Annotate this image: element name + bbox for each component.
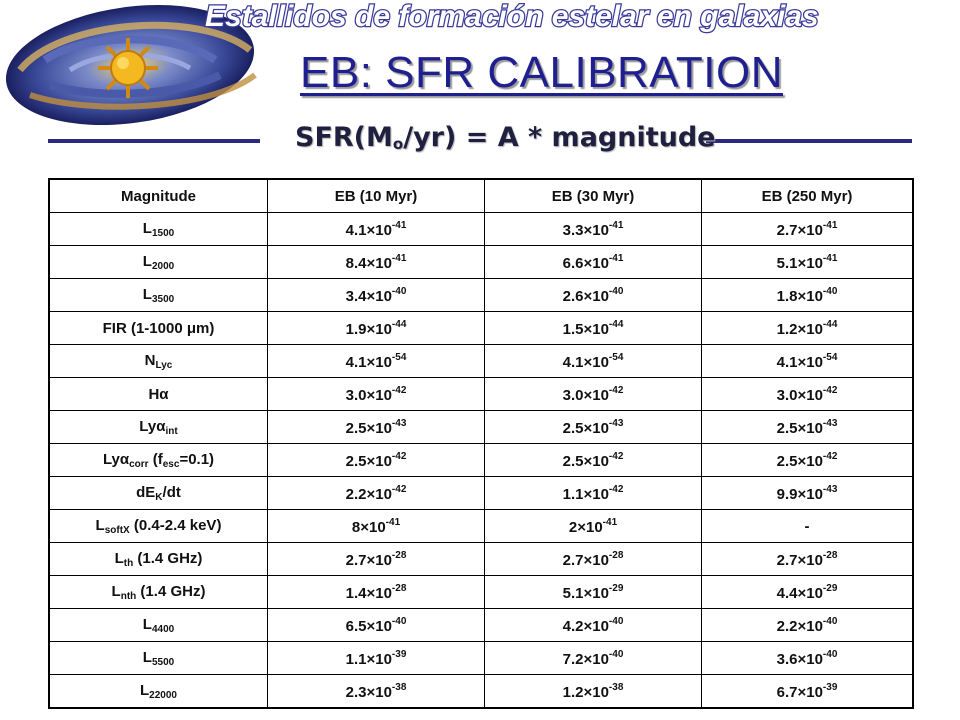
value-cell: $8\times 10^{-41}$ [268,510,485,543]
magnitude-cell: $L_{4400}$ [49,609,268,642]
table-row [49,477,913,510]
divider-right [706,139,912,143]
sfr-formula: $SFR(M_o/yr) = A$ * magnitude [295,122,716,153]
value-cell: $4.1\times 10^{-41}$ [268,213,485,246]
magnitude-cell: $N_{Lyc}$ [49,345,268,378]
value-cell: $6.6\times 10^{-41}$ [485,246,702,279]
banner-heading [200,0,940,36]
value-cell: $4.1\times 10^{-54}$ [268,345,485,378]
value-cell: $3.0\times 10^{-42}$ [702,378,914,411]
value-cell: $2.6\times 10^{-40}$ [485,279,702,312]
value-cell: $2.2\times 10^{-42}$ [268,477,485,510]
table-row [49,543,913,576]
value-cell: $1.9\times 10^{-44}$ [268,312,485,345]
magnitude-cell: $L_{2000}$ [49,246,268,279]
magnitude-cell: $L_{softX}$ (0.4-2.4 keV) [49,510,268,543]
table-row [49,246,913,279]
value-cell: $7.2\times 10^{-40}$ [485,642,702,675]
table-body [49,213,913,709]
banner-text: Estallidos de formación estelar en galaxias [205,0,819,33]
table-row [49,609,913,642]
value-cell: $2.2\times 10^{-40}$ [702,609,914,642]
table-row [49,510,913,543]
value-cell: $4.1\times 10^{-54}$ [485,345,702,378]
value-cell: $2.7\times 10^{-41}$ [702,213,914,246]
col-header-eb-30: EB (30 Myr) [485,179,702,213]
value-cell: $3.4\times 10^{-40}$ [268,279,485,312]
value-cell: $5.1\times 10^{-41}$ [702,246,914,279]
table-row [49,675,913,709]
value-cell: $1.8\times 10^{-40}$ [702,279,914,312]
page-title: EB: SFR CALIBRATION [300,48,783,97]
magnitude-cell: $L_{th}$ (1.4 GHz) [49,543,268,576]
col-header-magnitude: Magnitude [49,179,268,213]
col-header-eb-10: EB (10 Myr) [268,179,485,213]
value-cell: $2.5\times 10^{-42}$ [485,444,702,477]
value-cell: $2.5\times 10^{-43}$ [702,411,914,444]
value-cell: $6.7\times 10^{-39}$ [702,675,914,709]
value-cell: - [702,510,914,543]
magnitude-cell: $dE_K/dt$ [49,477,268,510]
magnitude-cell: Lyα$_{corr}$ $(f_{esc}=0.1)$ [49,444,268,477]
value-cell: $4.2\times 10^{-40}$ [485,609,702,642]
magnitude-cell: Hα [49,378,268,411]
divider-left [48,139,260,143]
value-cell: $3.0\times 10^{-42}$ [485,378,702,411]
value-cell: $1.5\times 10^{-44}$ [485,312,702,345]
value-cell: $1.4\times 10^{-28}$ [268,576,485,609]
table-row [49,411,913,444]
magnitude-cell: $L_{3500}$ [49,279,268,312]
value-cell: $4.1\times 10^{-54}$ [702,345,914,378]
value-cell: $2.7\times 10^{-28}$ [485,543,702,576]
value-cell: $2.5\times 10^{-42}$ [268,444,485,477]
value-cell: $6.5\times 10^{-40}$ [268,609,485,642]
value-cell: $1.1\times 10^{-42}$ [485,477,702,510]
table-row [49,345,913,378]
table-row [49,378,913,411]
value-cell: $1.2\times 10^{-38}$ [485,675,702,709]
value-cell: $2.5\times 10^{-43}$ [268,411,485,444]
value-cell: $2.5\times 10^{-43}$ [485,411,702,444]
table-row [49,642,913,675]
value-cell: $2.7\times 10^{-28}$ [268,543,485,576]
value-cell: $4.4\times 10^{-29}$ [702,576,914,609]
col-header-eb-250: EB (250 Myr) [702,179,914,213]
value-cell: $5.1\times 10^{-29}$ [485,576,702,609]
sun-icon [98,38,158,98]
table-header-row [49,179,913,213]
value-cell: $9.9\times 10^{-43}$ [702,477,914,510]
value-cell: $3.0\times 10^{-42}$ [268,378,485,411]
table-row [49,444,913,477]
value-cell: $2.5\times 10^{-42}$ [702,444,914,477]
value-cell: $8.4\times 10^{-41}$ [268,246,485,279]
sfr-calibration-table [48,178,914,709]
magnitude-cell: $L_{5500}$ [49,642,268,675]
magnitude-cell: $L_{1500}$ [49,213,268,246]
value-cell: $2\times 10^{-41}$ [485,510,702,543]
value-cell: $2.7\times 10^{-28}$ [702,543,914,576]
value-cell: $2.3\times 10^{-38}$ [268,675,485,709]
value-cell: $3.6\times 10^{-40}$ [702,642,914,675]
value-cell: $3.3\times 10^{-41}$ [485,213,702,246]
magnitude-cell: $L_{nth}$ (1.4 GHz) [49,576,268,609]
table-row [49,576,913,609]
table-row [49,279,913,312]
value-cell: $1.1\times 10^{-39}$ [268,642,485,675]
table-row [49,213,913,246]
magnitude-cell: $L_{22000}$ [49,675,268,709]
table-row [49,312,913,345]
value-cell: $1.2\times 10^{-44}$ [702,312,914,345]
magnitude-cell: FIR (1-1000 μm) [49,312,268,345]
magnitude-cell: Lyα$_{int}$ [49,411,268,444]
